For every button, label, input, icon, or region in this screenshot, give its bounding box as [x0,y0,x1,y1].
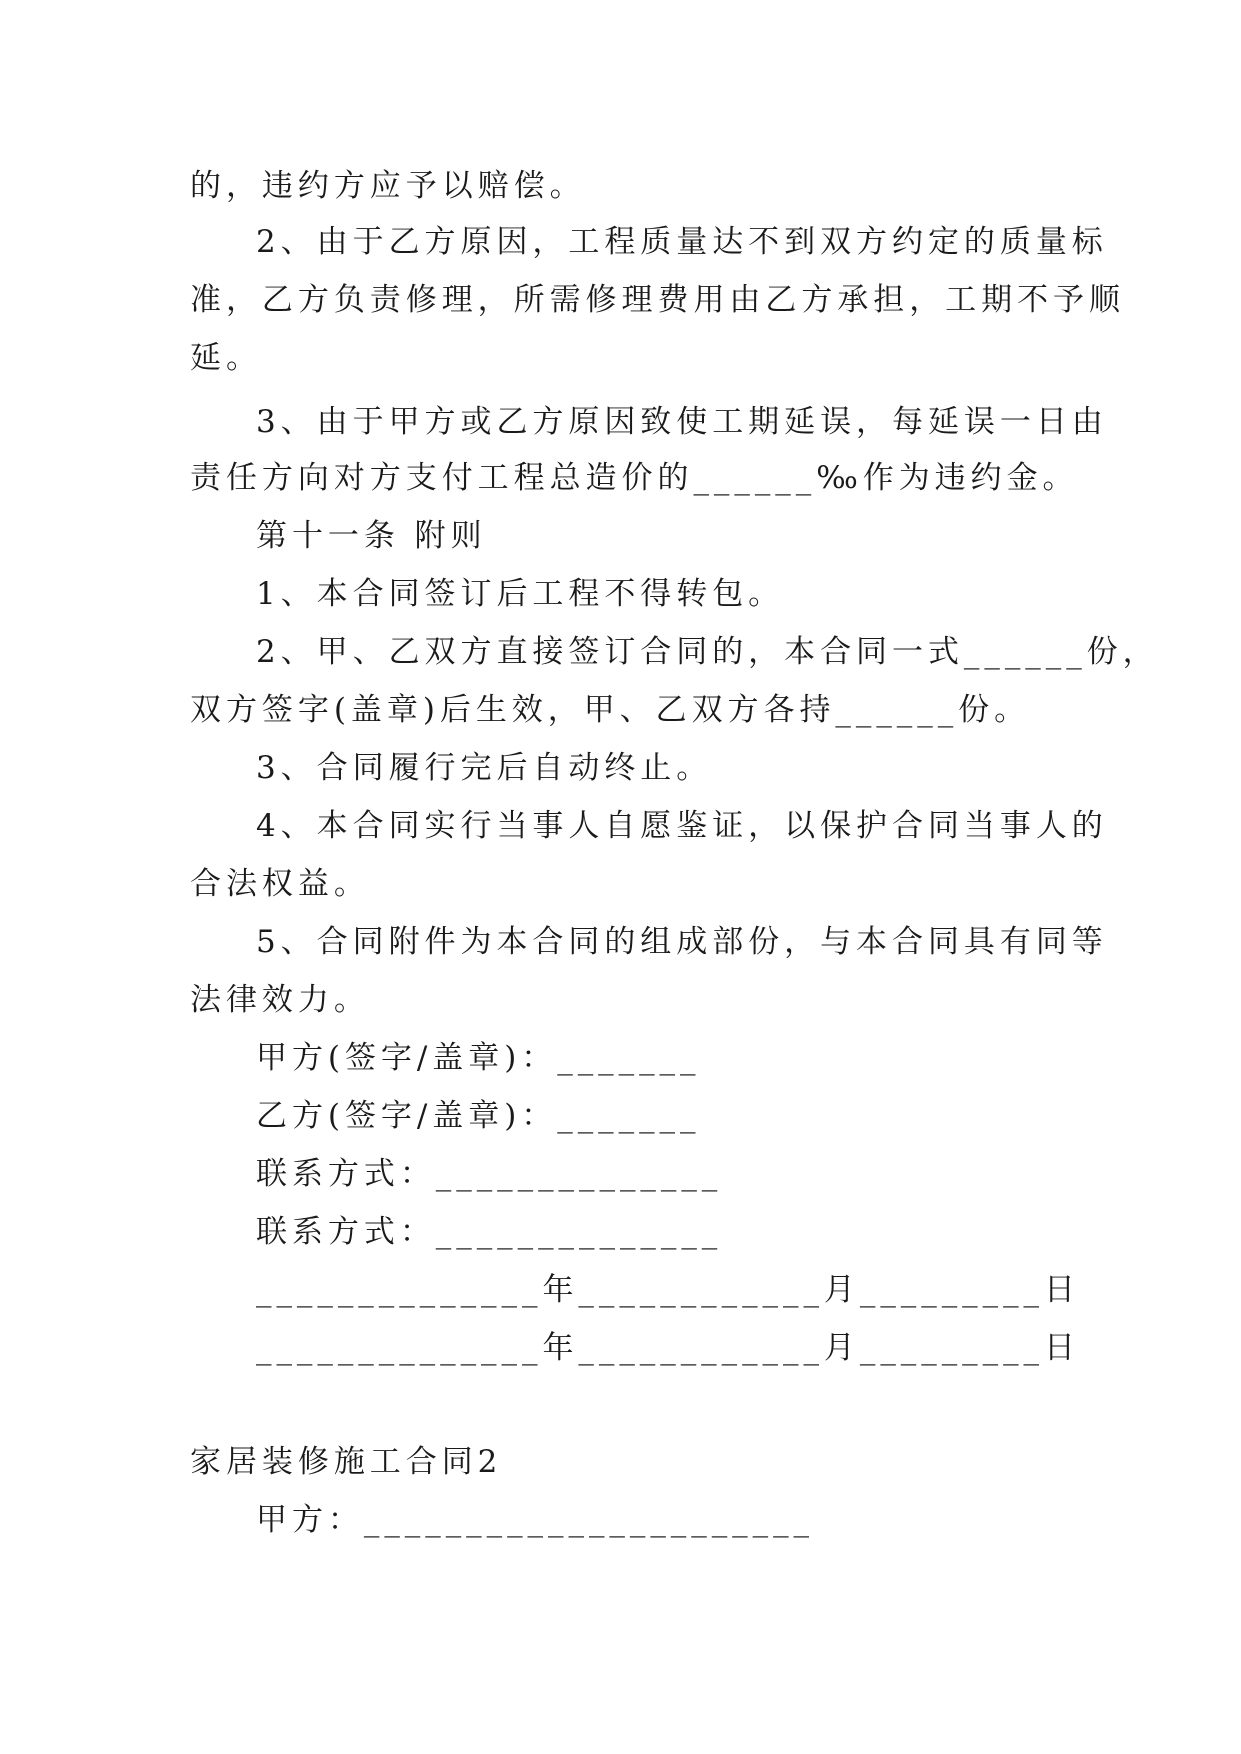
date-line: ______________年____________月_________日 [256,1330,1080,1366]
clause-11-2: 2、甲、乙双方直接签订合同的，本合同一式______份， [256,634,1159,670]
text-line: 责任方向对方支付工程总造价的______‰作为违约金。 [190,460,1079,496]
clause-11-3: 3、合同履行完后自动终止。 [256,750,713,786]
party-a-signature-line: 甲方(签字/盖章)：_______ [256,1040,701,1076]
clause-10-3: 3、由于甲方或乙方原因致使工期延误，每延误一日由 [256,404,1108,440]
clause-11-1: 1、本合同签订后工程不得转包。 [256,576,785,612]
text-line: 双方签字(盖章)后生效，甲、乙双方各持______份。 [190,692,1031,728]
text-line: 合法权益。 [190,866,370,902]
contact-line: 联系方式：______________ [256,1156,723,1192]
text-line: 的，违约方应予以赔偿。 [190,168,586,204]
text-line: 法律效力。 [190,982,370,1018]
contract-title: 家居装修施工合同2 [190,1444,503,1480]
clause-11-4: 4、本合同实行当事人自愿鉴证，以保护合同当事人的 [256,808,1108,844]
section-heading: 第十一条 附则 [256,518,487,554]
clause-10-2: 2、由于乙方原因，工程质量达不到双方约定的质量标 [256,224,1108,260]
contact-line: 联系方式：______________ [256,1214,723,1250]
text-line: 准，乙方负责修理，所需修理费用由乙方承担，工期不予顺 [190,282,1125,318]
clause-11-5: 5、合同附件为本合同的组成部份，与本合同具有同等 [256,924,1108,960]
date-line: ______________年____________月_________日 [256,1272,1080,1308]
party-b-signature-line: 乙方(签字/盖章)：_______ [256,1098,701,1134]
text-line: 延。 [190,340,262,376]
party-a-line: 甲方：______________________ [256,1502,814,1538]
